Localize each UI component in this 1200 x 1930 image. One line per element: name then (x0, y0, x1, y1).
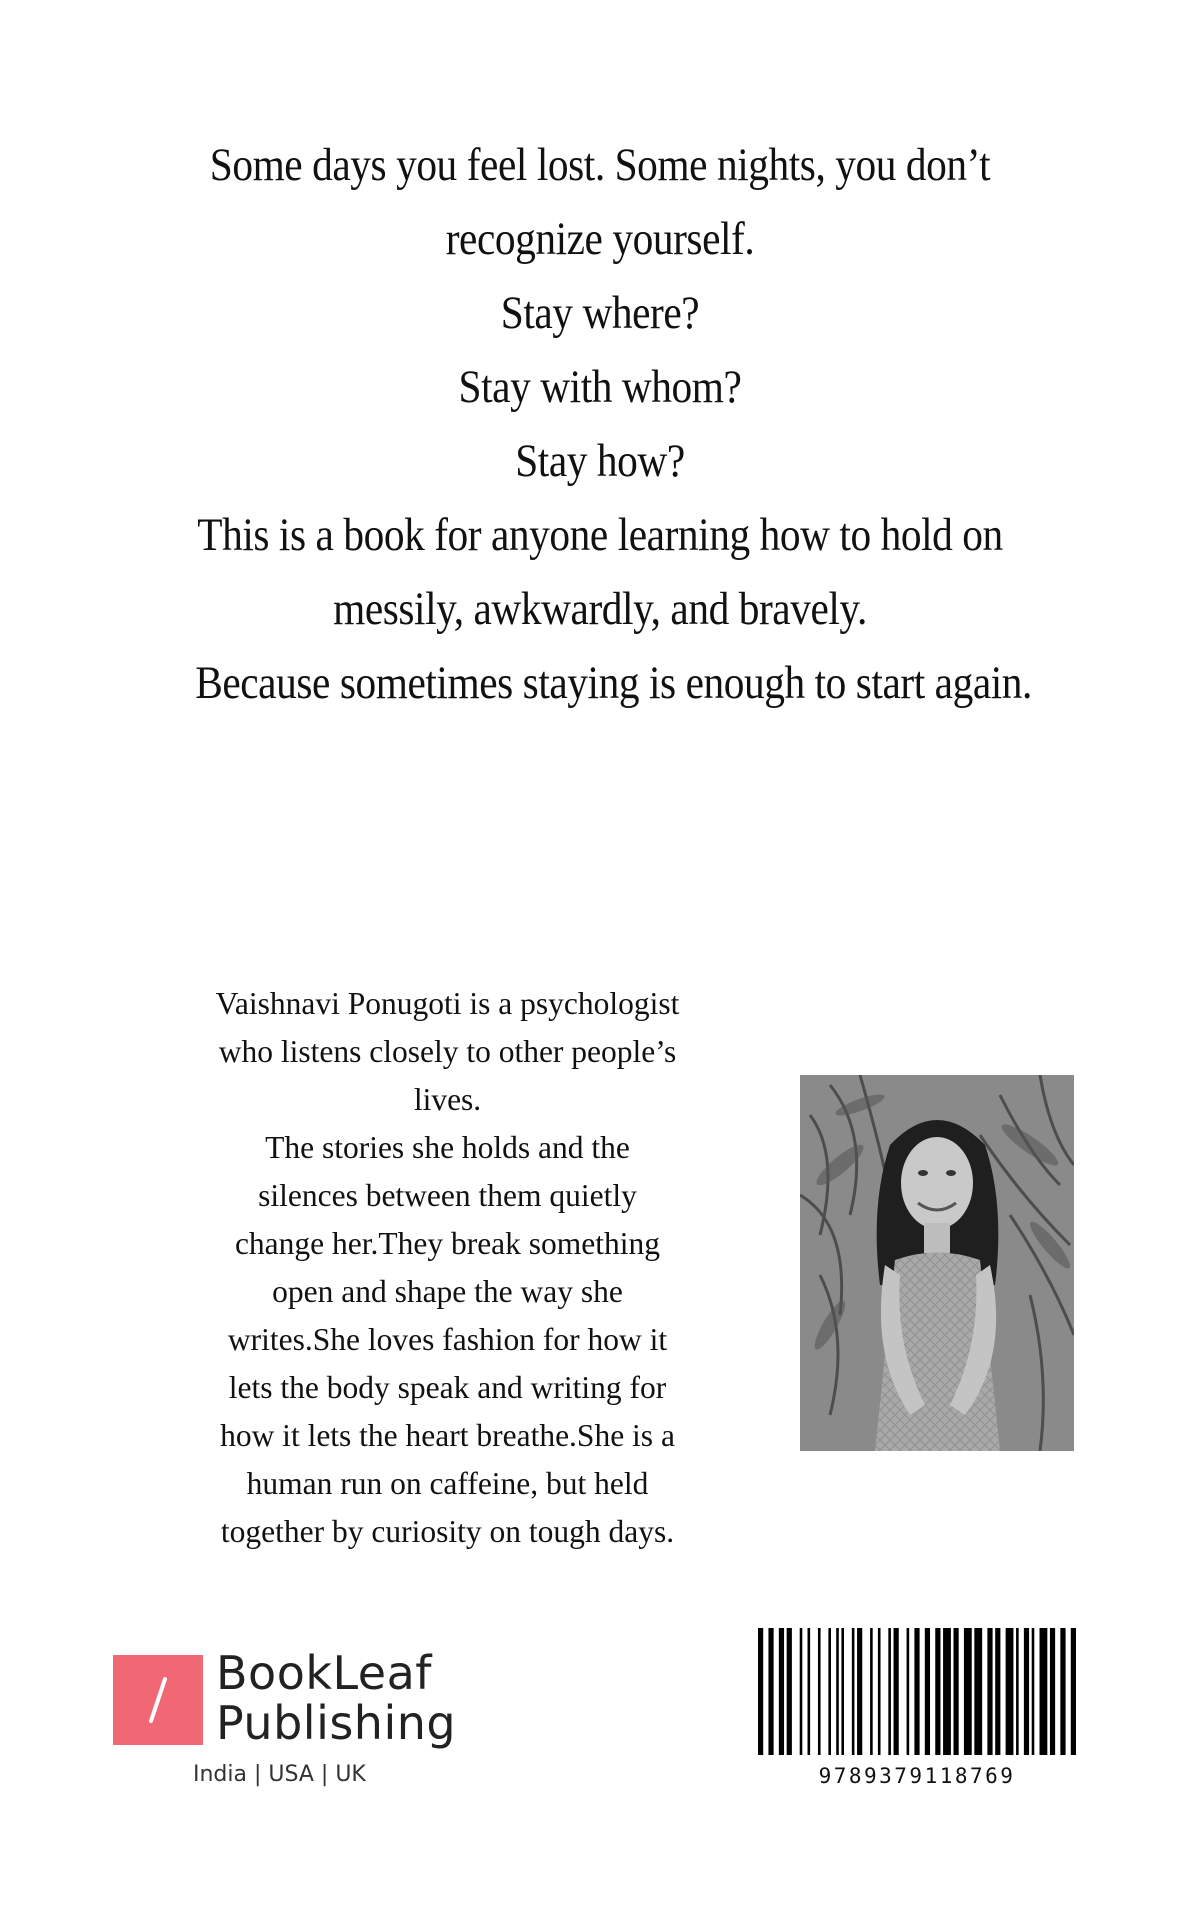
barcode-bar (894, 1628, 899, 1755)
barcode-bar (964, 1628, 972, 1755)
barcode-bar (974, 1628, 982, 1755)
barcode-bar (836, 1628, 839, 1755)
barcode-bar (768, 1628, 773, 1755)
publisher-name (216, 1648, 456, 1748)
barcode-bar (888, 1628, 891, 1755)
bio-line: Vaishnavi Ponugoti is a psychologist (215, 986, 680, 1021)
barcode-bar (1016, 1628, 1019, 1755)
bio-line: silences between them quietly (258, 1178, 637, 1213)
blurb-line: Because sometimes staying is enough to start again. (195, 657, 1032, 709)
author-bio (140, 980, 755, 1556)
barcode-bar (841, 1628, 844, 1755)
barcode-bar (1024, 1628, 1029, 1755)
barcode-bar (1071, 1628, 1076, 1755)
bio-line: lives. (413, 1082, 482, 1117)
author-photo (800, 1075, 1074, 1451)
blurb-line: Stay where? (500, 287, 700, 339)
bio-line: together by curiosity on tough days. (220, 1514, 675, 1549)
barcode-bar (800, 1628, 803, 1755)
publisher-name-line1: BookLeaf (216, 1646, 432, 1700)
barcode-bar (995, 1628, 1000, 1755)
barcode-bar (1006, 1628, 1014, 1755)
barcode-image (758, 1628, 1076, 1755)
blurb-line: Some days you feel lost. Some nights, you don’t (209, 139, 991, 191)
blurb-line: Stay with whom? (458, 361, 742, 413)
barcode-bar (878, 1628, 881, 1755)
bio-line: who listens closely to other people’s (218, 1034, 677, 1069)
bio-line: lets the body speak and writing for (228, 1370, 667, 1405)
barcode-bar (1050, 1628, 1055, 1755)
blurb-line: Stay how? (515, 435, 685, 487)
barcode-bar (808, 1628, 811, 1755)
barcode-bar (758, 1628, 763, 1755)
blurb-line: recognize yourself. (445, 213, 755, 265)
bio-line: how it lets the heart breathe.She is a (220, 1418, 675, 1453)
publisher-regions: India | USA | UK (193, 1762, 366, 1787)
publisher-logo-mark (113, 1655, 203, 1745)
barcode-bar (828, 1628, 831, 1755)
barcode-bar (818, 1628, 821, 1755)
barcode-bar (953, 1628, 958, 1755)
barcode-bar (1040, 1628, 1048, 1755)
barcode-bar (914, 1628, 919, 1755)
bio-line: human run on caffeine, but held (246, 1466, 649, 1501)
barcode-bar (987, 1628, 992, 1755)
bio-line: The stories she holds and the (265, 1130, 630, 1165)
barcode-bar (852, 1628, 855, 1755)
barcode-bar (870, 1628, 873, 1755)
barcode-bar (943, 1628, 951, 1755)
barcode-bar (907, 1628, 910, 1755)
slash-icon (113, 1655, 203, 1745)
cover-blurb (195, 128, 1032, 720)
author-photo-illustration (800, 1075, 1074, 1451)
barcode-bar (1060, 1628, 1065, 1755)
blurb-line: messily, awkwardly, and bravely. (333, 583, 867, 635)
barcode-bar (935, 1628, 940, 1755)
barcode-bar (1032, 1628, 1035, 1755)
publisher-name-line2: Publishing (216, 1696, 457, 1750)
bio-line: writes.She loves fashion for how it (227, 1322, 668, 1357)
barcode-bar (787, 1628, 792, 1755)
barcode-bar (779, 1628, 784, 1755)
blurb-line: This is a book for anyone learning how to hold on (197, 509, 1003, 561)
bio-line: open and shape the way she (272, 1274, 623, 1309)
barcode-bar (925, 1628, 930, 1755)
barcode-bar (857, 1628, 862, 1755)
isbn-number: 9789379118769 (818, 1764, 1016, 1788)
bio-line: change her.They break something (234, 1226, 661, 1261)
